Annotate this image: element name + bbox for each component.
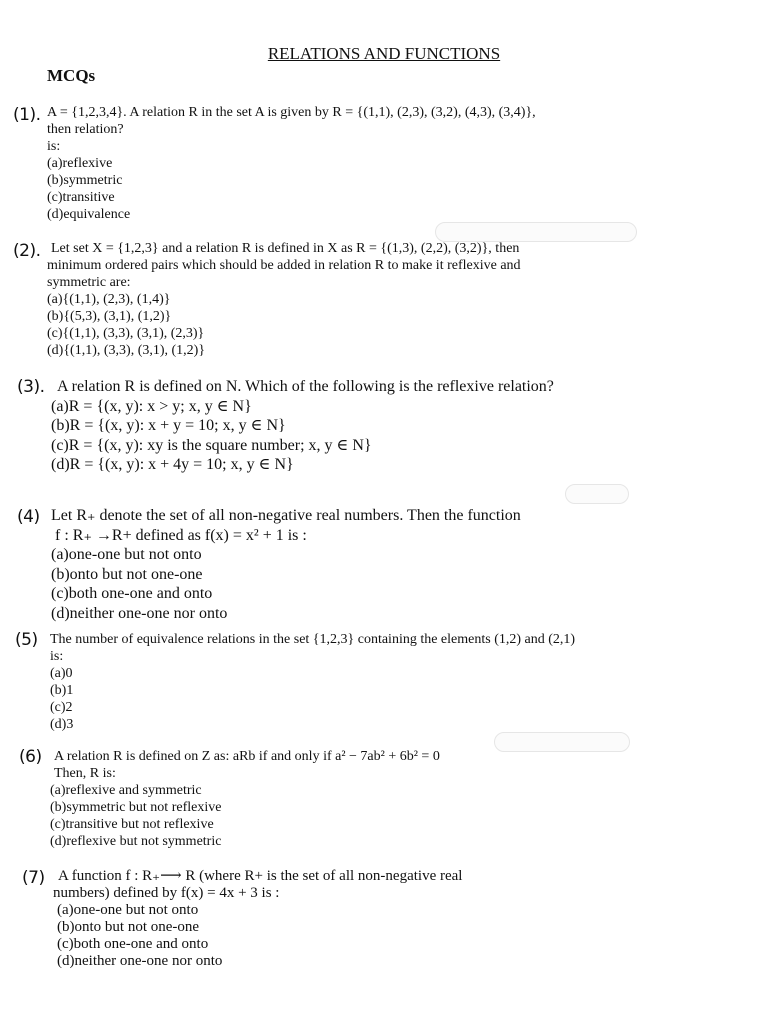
answer-option: (a){(1,1), (2,3), (1,4)} (47, 292, 171, 307)
answer-option: (d)neither one-one nor onto (51, 604, 228, 622)
question-stem: is: (50, 649, 64, 664)
answer-option: (b)R = {(x, y): x + y = 10; x, y ∈ N} (51, 417, 286, 434)
question-stem: Let R₊ denote the set of all non-negative real numbers. Then the function (51, 507, 521, 524)
question-6 (19, 747, 710, 850)
answer-option: (b)symmetric (47, 173, 123, 188)
answer-option: (a)reflexive (47, 156, 113, 171)
question-stem: A relation R is defined on Z as: aRb if and only if a² − 7ab² + 6b² = 0 (54, 749, 440, 764)
answer-option: (c)transitive but not reflexive (50, 817, 214, 832)
question-2 (13, 240, 687, 359)
question-7 (22, 868, 713, 970)
answer-option: (a)reflexive and symmetric (50, 783, 202, 798)
question-number: (1). (13, 105, 41, 125)
answer-option: (b)1 (50, 683, 74, 698)
question-number: (4) (17, 507, 40, 527)
answer-option: (a)0 (50, 666, 73, 681)
answer-option: (b)onto but not one-one (57, 919, 200, 935)
question-stem: then relation? (47, 122, 124, 137)
question-number: (2). (13, 241, 41, 261)
smudge-mark (435, 222, 637, 242)
question-number: (5) (15, 630, 38, 650)
question-stem: A = {1,2,3,4}. A relation R in the set A is given by R = {(1,1), (2,3), (3,2), (4,3), (3,4)}, (47, 105, 536, 120)
question-number: (3). (17, 377, 45, 397)
question-4 (17, 506, 711, 623)
answer-option: (c)both one-one and onto (51, 585, 213, 602)
question-stem: The number of equivalence relations in the set {1,2,3} containing the elements (1,2) and (2,1) (50, 632, 576, 647)
question-3 (17, 377, 711, 475)
answer-option: (c)both one-one and onto (57, 936, 209, 952)
question-number: (7) (22, 868, 45, 888)
question-stem: symmetric are: (47, 275, 131, 290)
question-stem: A relation R is defined on N. Which of the following is the reflexive relation? (57, 378, 554, 395)
question-number: (6) (19, 747, 42, 767)
answer-option: (c)R = {(x, y): xy is the square number; x, y ∈ N} (51, 436, 372, 454)
answer-option: (d)R = {(x, y): x + 4y = 10; x, y ∈ N} (51, 456, 294, 473)
answer-option: (d)3 (50, 717, 74, 732)
question-stem: A function f : R₊⟶ R (where R+ is the set of all non-negative real (58, 868, 463, 884)
question-stem: Then, R is: (54, 766, 116, 781)
question-stem: Let set X = {1,2,3} and a relation R is defined in X as R = {(1,3), (2,2), (3,2)}, then (51, 241, 520, 256)
answer-option: (a)R = {(x, y): x > y; x, y ∈ N} (51, 397, 252, 415)
answer-option: (d){(1,1), (3,3), (3,1), (1,2)} (47, 343, 206, 358)
question-stem: f : R₊ →R+ defined as f(x) = x² + 1 is : (55, 526, 307, 544)
answer-option: (d)neither one-one nor onto (57, 953, 223, 969)
question-stem: numbers) defined by f(x) = 4x + 3 is : (53, 885, 280, 901)
answer-option: (b){(5,3), (3,1), (1,2)} (47, 309, 172, 324)
answer-option: (c){(1,1), (3,3), (3,1), (2,3)} (47, 326, 205, 341)
answer-option: (b)symmetric but not reflexive (50, 800, 222, 815)
question-stem: is: (47, 139, 61, 154)
document-title: RELATIONS AND FUNCTIONS (267, 44, 501, 63)
question-1 (13, 104, 687, 223)
answer-option: (b)onto but not one-one (51, 565, 203, 583)
question-stem: minimum ordered pairs which should be added in relation R to make it reflexive and (47, 258, 521, 273)
answer-option: (a)one-one but not onto (51, 546, 202, 563)
answer-option: (c)transitive (47, 190, 115, 205)
answer-option: (a)one-one but not onto (57, 902, 199, 918)
answer-option: (d)reflexive but not symmetric (50, 834, 222, 849)
question-5 (15, 630, 710, 733)
answer-option: (c)2 (50, 700, 73, 715)
smudge-mark (565, 484, 629, 504)
section-heading: MCQs (47, 66, 96, 85)
answer-option: (d)equivalence (47, 207, 131, 222)
